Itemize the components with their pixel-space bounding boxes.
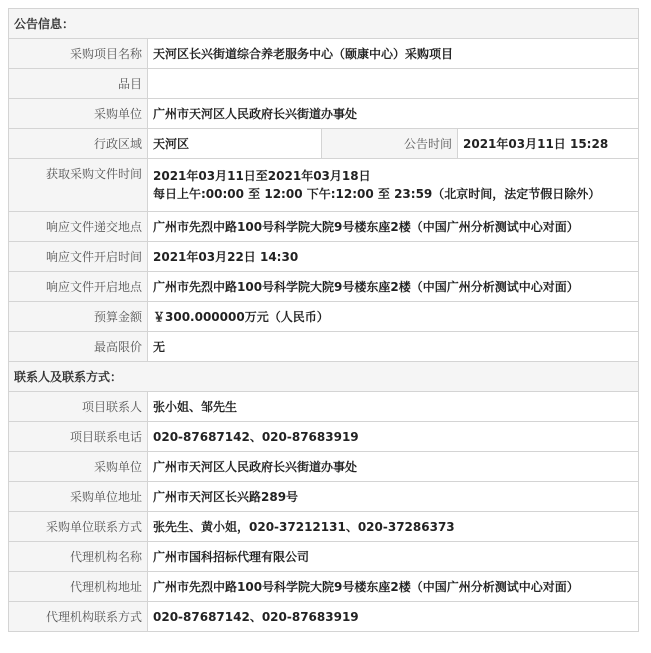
publish-time-label: 公告时间 [322, 129, 458, 159]
table-row [9, 212, 639, 242]
table-row [9, 602, 639, 632]
publish-time-value: 2021年03月11日 15:28 [458, 129, 639, 159]
open-time-value: 2021年03月22日 14:30 [148, 242, 639, 272]
contact-purchaser-value: 广州市天河区人民政府长兴街道办事处 [148, 452, 639, 482]
table-row [9, 572, 639, 602]
contact-purchaser-label: 采购单位 [9, 452, 148, 482]
agency-contact-value: 020-87687142、020-87683919 [148, 602, 639, 632]
agency-contact-label: 代理机构联系方式 [9, 602, 148, 632]
table-row [9, 332, 639, 362]
project-contact-label: 项目联系人 [9, 392, 148, 422]
section-header-contact [9, 362, 639, 392]
section-title-notice: 公告信息： [9, 9, 639, 39]
max-price-label: 最高限价 [9, 332, 148, 362]
purchaser-label: 采购单位 [9, 99, 148, 129]
table-row [9, 422, 639, 452]
submit-place-value: 广州市先烈中路100号科学院大院9号楼东座2楼（中国广州分析测试中心对面） [148, 212, 639, 242]
announcement-table [8, 8, 639, 632]
doc-time-date-range: 2021年03月11日至2021年03月18日 [153, 169, 371, 183]
open-place-label: 响应文件开启地点 [9, 272, 148, 302]
district-value: 天河区 [148, 129, 322, 159]
project-name-value: 天河区长兴街道综合养老服务中心（颐康中心）采购项目 [148, 39, 639, 69]
project-phone-label: 项目联系电话 [9, 422, 148, 452]
agency-name-label: 代理机构名称 [9, 542, 148, 572]
project-phone-value: 020-87687142、020-87683919 [148, 422, 639, 452]
table-row [9, 302, 639, 332]
budget-label: 预算金额 [9, 302, 148, 332]
project-name-label: 采购项目名称 [9, 39, 148, 69]
table-row [9, 242, 639, 272]
purchaser-value: 广州市天河区人民政府长兴街道办事处 [148, 99, 639, 129]
table-row [9, 69, 639, 99]
announcement-panel [8, 8, 638, 632]
table-row [9, 39, 639, 69]
section-title-contact: 联系人及联系方式： [9, 362, 639, 392]
table-row [9, 99, 639, 129]
item-value [148, 69, 639, 99]
agency-name-value: 广州市国科招标代理有限公司 [148, 542, 639, 572]
agency-address-label: 代理机构地址 [9, 572, 148, 602]
table-row [9, 159, 639, 212]
table-row [9, 392, 639, 422]
submit-place-label: 响应文件递交地点 [9, 212, 148, 242]
purchaser-contact-label: 采购单位联系方式 [9, 512, 148, 542]
table-row [9, 452, 639, 482]
purchaser-address-label: 采购单位地址 [9, 482, 148, 512]
section-header-notice [9, 9, 639, 39]
max-price-value: 无 [148, 332, 639, 362]
table-row [9, 482, 639, 512]
table-row [9, 542, 639, 572]
doc-time-label: 获取采购文件时间 [9, 159, 148, 212]
purchaser-address-value: 广州市天河区长兴路289号 [148, 482, 639, 512]
table-row [9, 129, 639, 159]
open-time-label: 响应文件开启时间 [9, 242, 148, 272]
purchaser-contact-value: 张先生、黄小姐，020-37212131、020-37286373 [148, 512, 639, 542]
budget-value: ￥300.000000万元（人民币） [148, 302, 639, 332]
district-label: 行政区域 [9, 129, 148, 159]
open-place-value: 广州市先烈中路100号科学院大院9号楼东座2楼（中国广州分析测试中心对面） [148, 272, 639, 302]
item-label: 品目 [9, 69, 148, 99]
table-row [9, 512, 639, 542]
doc-time-daily-hours: 每日上午:00:00 至 12:00 下午:12:00 至 23:59（北京时间，法定节假日除外） [153, 187, 601, 201]
project-contact-value: 张小姐、邹先生 [148, 392, 639, 422]
agency-address-value: 广州市先烈中路100号科学院大院9号楼东座2楼（中国广州分析测试中心对面） [148, 572, 639, 602]
doc-time-value [148, 159, 639, 212]
table-row [9, 272, 639, 302]
